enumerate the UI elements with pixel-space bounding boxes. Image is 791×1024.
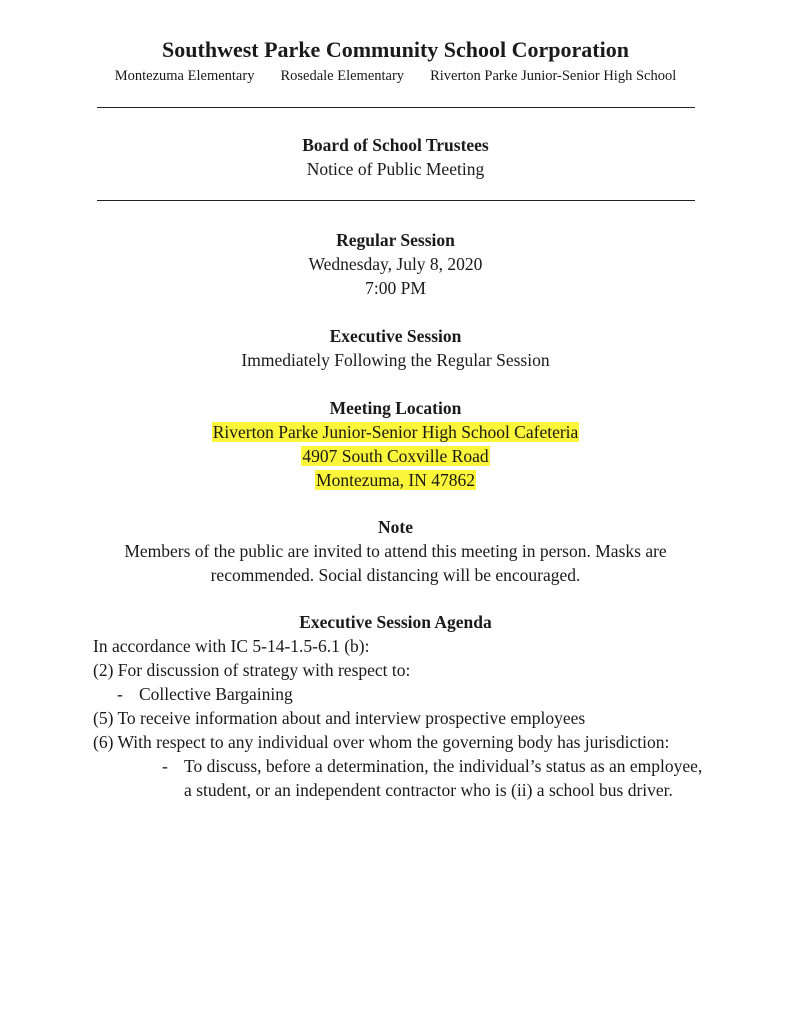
executive-session-heading: Executive Session — [329, 326, 462, 346]
location-venue: Riverton Parke Junior-Senior High School Cafeteria — [212, 422, 579, 442]
regular-session-heading: Regular Session — [336, 230, 455, 250]
school-list — [0, 68, 791, 85]
school-name: Rosedale Elementary — [280, 68, 405, 84]
regular-session-time: 7:00 PM — [365, 278, 426, 298]
board-block — [0, 133, 791, 181]
regular-session-block — [0, 228, 791, 300]
location-block — [0, 396, 791, 492]
agenda-intro: In accordance with IC 5-14-1.5-6.1 (b): — [93, 636, 370, 656]
organization-title: Southwest Parke Community School Corporation — [162, 37, 629, 62]
location-street: 4907 South Coxville Road — [302, 446, 489, 466]
board-title: Board of School Trustees — [302, 135, 489, 155]
agenda-subitem — [93, 682, 713, 706]
agenda-heading: Executive Session Agenda — [299, 612, 492, 632]
board-subtitle: Notice of Public Meeting — [306, 159, 485, 179]
location-city: Montezuma, IN 47862 — [316, 470, 475, 490]
executive-session-detail: Immediately Following the Regular Session — [241, 350, 550, 370]
agenda-item: (2) For discussion of strategy with respect to: — [93, 660, 411, 680]
agenda-subitem-text: Collective Bargaining — [139, 684, 293, 704]
note-line: recommended. Social distancing will be encouraged. — [210, 565, 581, 585]
agenda-subitem-text: To discuss, before a determination, the individual’s status as an employee, a student, or an independent contractor who is (ii) a school bus driver. — [184, 756, 703, 800]
note-line: Members of the public are invited to attend this meeting in person. Masks are — [124, 541, 667, 561]
note-block — [0, 515, 791, 587]
regular-session-date: Wednesday, July 8, 2020 — [308, 254, 483, 274]
agenda-heading-block — [0, 610, 791, 634]
school-name: Montezuma Elementary — [114, 68, 255, 84]
agenda-subitem — [93, 754, 713, 802]
divider — [97, 107, 695, 108]
note-heading: Note — [378, 517, 413, 537]
agenda-item: (6) With respect to any individual over whom the governing body has jurisdiction: — [93, 732, 670, 752]
agenda-list — [93, 634, 713, 802]
bullet-dash: - — [162, 756, 168, 776]
location-heading: Meeting Location — [329, 398, 462, 418]
agenda-item: (5) To receive information about and interview prospective employees — [93, 708, 586, 728]
executive-session-block — [0, 324, 791, 372]
bullet-dash: - — [117, 684, 123, 704]
school-name: Riverton Parke Junior-Senior High School — [430, 68, 677, 84]
divider — [97, 200, 695, 201]
